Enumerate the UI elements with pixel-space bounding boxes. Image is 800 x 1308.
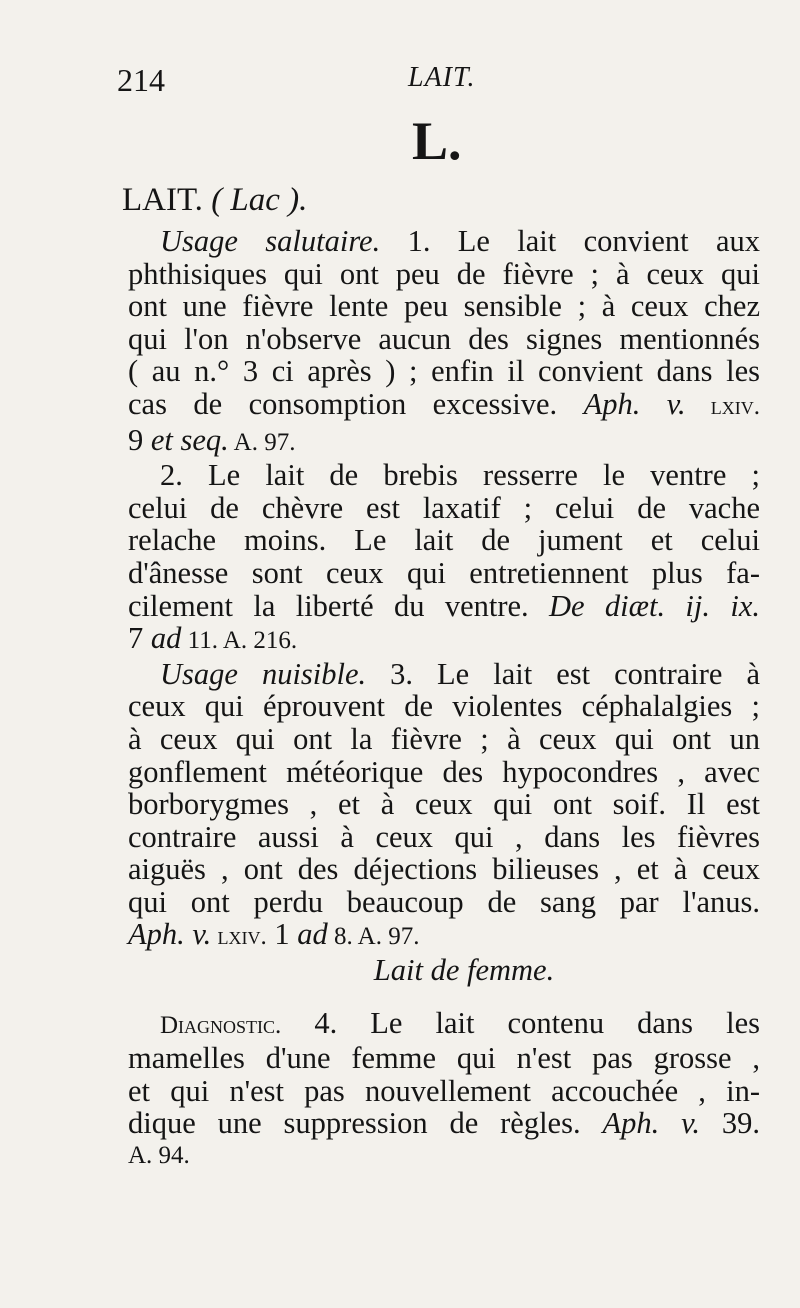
text-line: dique une suppression de règles. Aph. v. 39. [128, 1106, 761, 1141]
subheading: Lait de femme. [373, 953, 555, 988]
paragraph-usage-nuisible [128, 658, 760, 954]
reference: Aph. v. [602, 1106, 701, 1141]
paragraph-diagnostic [128, 1007, 760, 1173]
reference: Aph. v. [583, 386, 686, 421]
text-line: et qui n'est pas nouvellement accouchée , in- [128, 1073, 760, 1108]
headword: LAIT. [122, 182, 203, 218]
text-line: ( au n.° 3 ci après ) ; enfin il convient dans les [128, 354, 760, 389]
spacer [128, 987, 760, 1007]
text-line-last: 9 et seq. A. 97. [128, 422, 296, 457]
paragraph-lead: Usage nuisible. [160, 656, 367, 691]
entry-heading [122, 182, 307, 219]
text-body [128, 225, 760, 1173]
text-line-last: A. 94. [128, 1142, 190, 1170]
text-line: 2. Le lait de brebis resserre le ventre ; [160, 458, 760, 493]
text-line: Usage nuisible. 3. Le lait est contraire à [160, 656, 761, 691]
text-line: qui ont perdu beaucoup de sang par l'anus. [128, 884, 760, 919]
paragraph-usage-salutaire [128, 225, 760, 459]
paragraph-lead: Usage salutaire. [160, 224, 381, 258]
text-line: ceux qui éprouvent de violentes céphalalgies ; [128, 689, 760, 724]
text-line: d'ânesse sont ceux qui entretiennent plus fa- [128, 555, 760, 590]
text-line: aiguës , ont des déjections bilieuses , et à ceux [128, 852, 760, 887]
text-line: cilement la liberté du ventre. De diæt. ij. ix. [128, 588, 760, 623]
text-line: ont une fièvre lente peu sensible ; à ceux chez [128, 289, 760, 324]
text-line: gonflement météorique des hypocondres , avec [128, 754, 760, 789]
section-letter: L. [412, 111, 462, 171]
text-line-last: Aph. v. lxiv. 1 ad 8. A. 97. [128, 917, 420, 952]
text-line: phthisiques qui ont peu de fièvre ; à ceux qui [128, 256, 760, 291]
text-line: celui de chèvre est laxatif ; celui de vache [128, 490, 760, 525]
text-line: Usage salutaire. 1. Le lait convient aux [160, 224, 760, 258]
text-line: Diagnostic. 4. Le lait contenu dans les [160, 1005, 760, 1040]
text-line: relache moins. Le lait de jument et celui [128, 523, 760, 558]
text-line: à ceux qui ont la fièvre ; à ceux qui ont un [128, 721, 760, 756]
text-line: qui l'on n'observe aucun des signes mentionnés [128, 321, 760, 356]
text-line: borborygmes , et à ceux qui ont soif. Il est [128, 787, 760, 822]
text-line: contraire aussi à ceux qui , dans les fièvres [128, 819, 760, 854]
running-head: LAIT. [408, 62, 476, 93]
text-line-last: 7 ad 11. A. 216. [128, 621, 298, 656]
page-number: 214 [117, 62, 165, 98]
paragraph-lait-de-brebis [128, 459, 760, 658]
paragraph-lead: Diagnostic. [160, 1011, 282, 1039]
text-line: cas de consomption excessive. Aph. v. lxiv. [128, 386, 760, 421]
reference: De diæt. ij. ix. [549, 588, 760, 623]
latin-term: ( Lac ). [211, 182, 308, 218]
text-line: mamelles d'une femme qui n'est pas grosse , [128, 1041, 760, 1076]
